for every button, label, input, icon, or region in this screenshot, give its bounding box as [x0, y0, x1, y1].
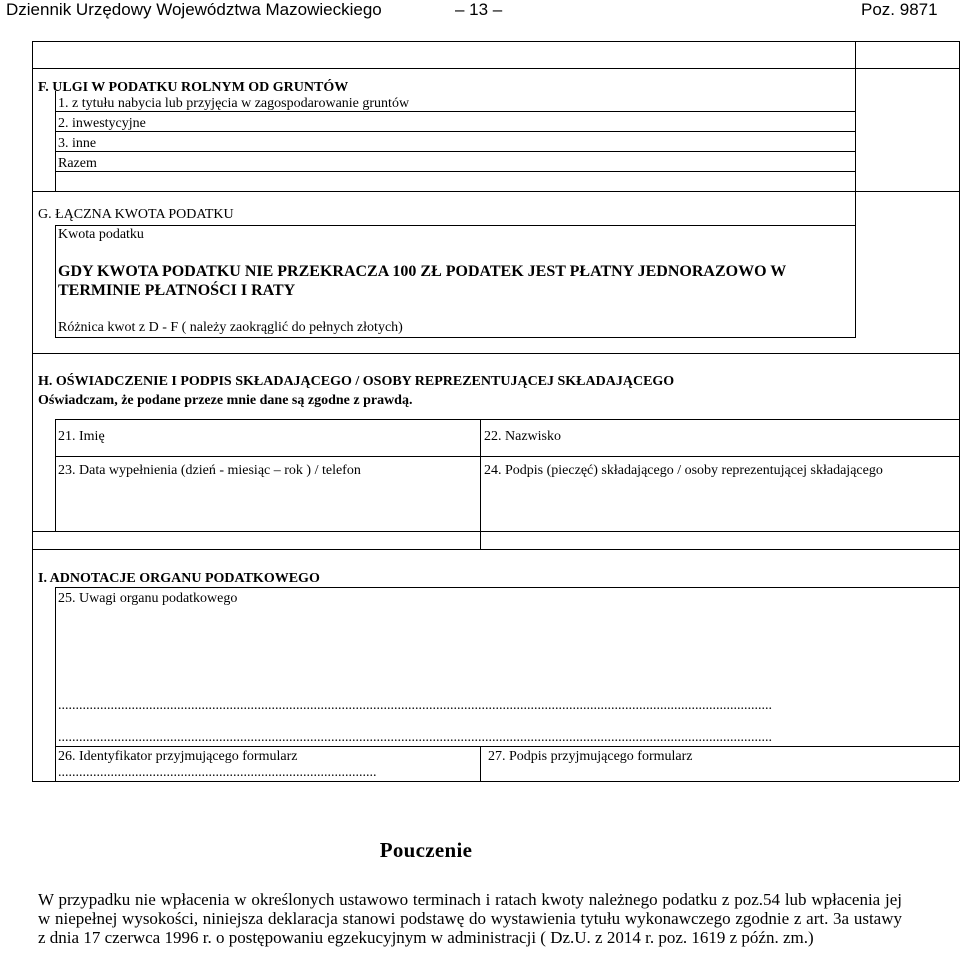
remarks-dots-2: ............................................................................................................................................................................................................: [58, 730, 772, 745]
receiver-id-label: 26. Identyfikator przyjmującego formularz: [58, 749, 298, 764]
payment-notice-line-1: GDY KWOTA PODATKU NIE PRZEKRACZA 100 ZŁ PODATEK JEST PŁATNY JEDNORAZOWO W: [58, 263, 787, 280]
receiver-signature-label: 27. Podpis przyjmującego formularz: [488, 749, 693, 764]
tax-amount-label: Kwota podatku: [58, 227, 144, 242]
instruction-title: Pouczenie: [379, 838, 473, 862]
section-h-title: H. OŚWIADCZENIE I PODPIS SKŁADAJĄCEGO / OSOBY REPREZENTUJĄCEJ SKŁADAJĄCEGO: [38, 374, 675, 389]
section-g-title: G. ŁĄCZNA KWOTA PODATKU: [38, 207, 234, 222]
statement-text: Oświadczam, że podane przeze mnie dane są zgodne z prawdą.: [38, 393, 413, 408]
page-number: – 13 –: [455, 0, 503, 19]
first-name-label: 21. Imię: [58, 429, 105, 444]
payment-notice-line-2: TERMINIE PŁATNOŚCI I RATY: [58, 282, 296, 299]
section-f-item-3: 3. inne: [58, 136, 97, 151]
section-f-total: Razem: [58, 156, 97, 171]
signature-label: 24. Podpis (pieczęć) składającego / osoby reprezentującej składającego: [484, 463, 883, 478]
receiver-id-dots: ...........................................................................................: [58, 765, 377, 780]
position-number: Poz. 9871: [861, 0, 938, 19]
instruction-text: W przypadku nie wpłacenia w określonych ustawowo terminach i ratach kwoty należnego podatku z poz.54 lub wpłacenia jej w niepełnej wysokości, niniejsza deklaracja stanowi podstawę do wystawienia tytułu wykonawczego zgodnie z art. 3a ustawy z dnia 17 czerwca 1996 r. o postępowaniu egzekucyjnym w administracji ( Dz.U. z 2014 r. poz. 1619 z późn. zm.): [38, 890, 902, 947]
journal-title: Dziennik Urzędowy Województwa Mazowieckiego: [6, 0, 382, 19]
remarks-dots-1: ............................................................................................................................................................................................................: [58, 698, 772, 713]
section-i-title: I. ADNOTACJE ORGANU PODATKOWEGO: [38, 571, 320, 586]
date-phone-label: 23. Data wypełnienia (dzień - miesiąc – rok ) / telefon: [58, 463, 361, 478]
last-name-label: 22. Nazwisko: [484, 429, 561, 444]
section-f-item-2: 2. inwestycyjne: [58, 116, 146, 131]
section-f-title: F. ULGI W PODATKU ROLNYM OD GRUNTÓW: [38, 80, 349, 95]
difference-label: Różnica kwot z D - F ( należy zaokrąglić do pełnych złotych): [58, 320, 403, 335]
section-f-item-1: 1. z tytułu nabycia lub przyjęcia w zagospodarowanie gruntów: [58, 96, 410, 111]
remarks-label: 25. Uwagi organu podatkowego: [58, 591, 238, 606]
